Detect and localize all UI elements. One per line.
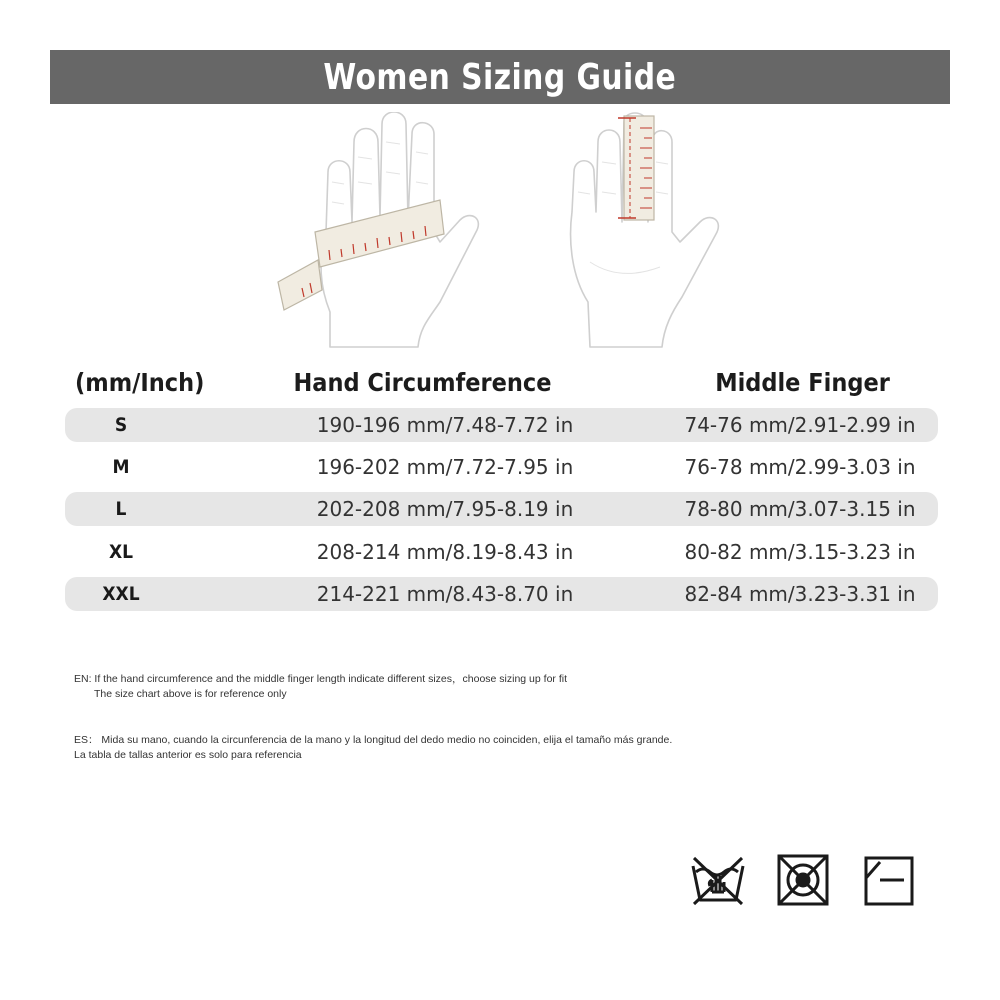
spanish-note [74, 733, 672, 763]
unit-header: (mm/Inch) [75, 367, 205, 397]
hand-circumference-value: 202-208 mm/7.95-8.19 in [316, 497, 574, 521]
middle-finger-value: 80-82 mm/3.15-3.23 in [684, 540, 916, 564]
hand-circumference-header: Hand Circumference [293, 367, 552, 397]
size-row-xxl [65, 577, 938, 611]
spanish-note-line-1: ES： Mida su mano, cuando la circunferencia de la mano y la longitud del dedo medio no coinciden, elija el tamaño más grande. [74, 734, 673, 746]
middle-finger-header: Middle Finger [715, 367, 890, 397]
size-label: L [115, 498, 127, 520]
size-row-l [65, 492, 938, 526]
dry-flat-icon [862, 852, 916, 908]
do-not-wash-icon [690, 852, 746, 908]
size-row-s [65, 408, 938, 442]
size-label: M [112, 456, 130, 478]
middle-finger-value: 76-78 mm/2.99-3.03 in [684, 455, 916, 479]
size-row-xl [65, 535, 938, 569]
spanish-note-line-2: La tabla de tallas anterior es solo para referencia [74, 749, 302, 761]
size-label: XL [108, 541, 134, 563]
size-label: S [114, 414, 128, 436]
middle-finger-value: 74-76 mm/2.91-2.99 in [684, 413, 916, 437]
middle-finger-value: 78-80 mm/3.07-3.15 in [684, 497, 916, 521]
middle-finger-value: 82-84 mm/3.23-3.31 in [684, 582, 916, 606]
do-not-tumble-dry-icon [776, 852, 830, 908]
size-label: XXL [102, 583, 140, 605]
hand-circumference-value: 214-221 mm/8.43-8.70 in [316, 582, 574, 606]
size-row-m [65, 450, 938, 484]
title-bar [50, 50, 950, 104]
english-note-line-2: The size chart above is for reference only [94, 688, 287, 700]
hand-circumference-illustration [270, 112, 485, 352]
middle-finger-illustration [560, 112, 730, 352]
page-title: Women Sizing Guide [323, 56, 677, 98]
english-note [74, 672, 567, 702]
hand-circumference-value: 208-214 mm/8.19-8.43 in [316, 540, 574, 564]
english-note-line-1: EN: If the hand circumference and the middle finger length indicate different sizes，choose sizing up for fit [74, 673, 567, 685]
hand-circumference-value: 190-196 mm/7.48-7.72 in [316, 413, 574, 437]
hand-circumference-value: 196-202 mm/7.72-7.95 in [316, 455, 574, 479]
